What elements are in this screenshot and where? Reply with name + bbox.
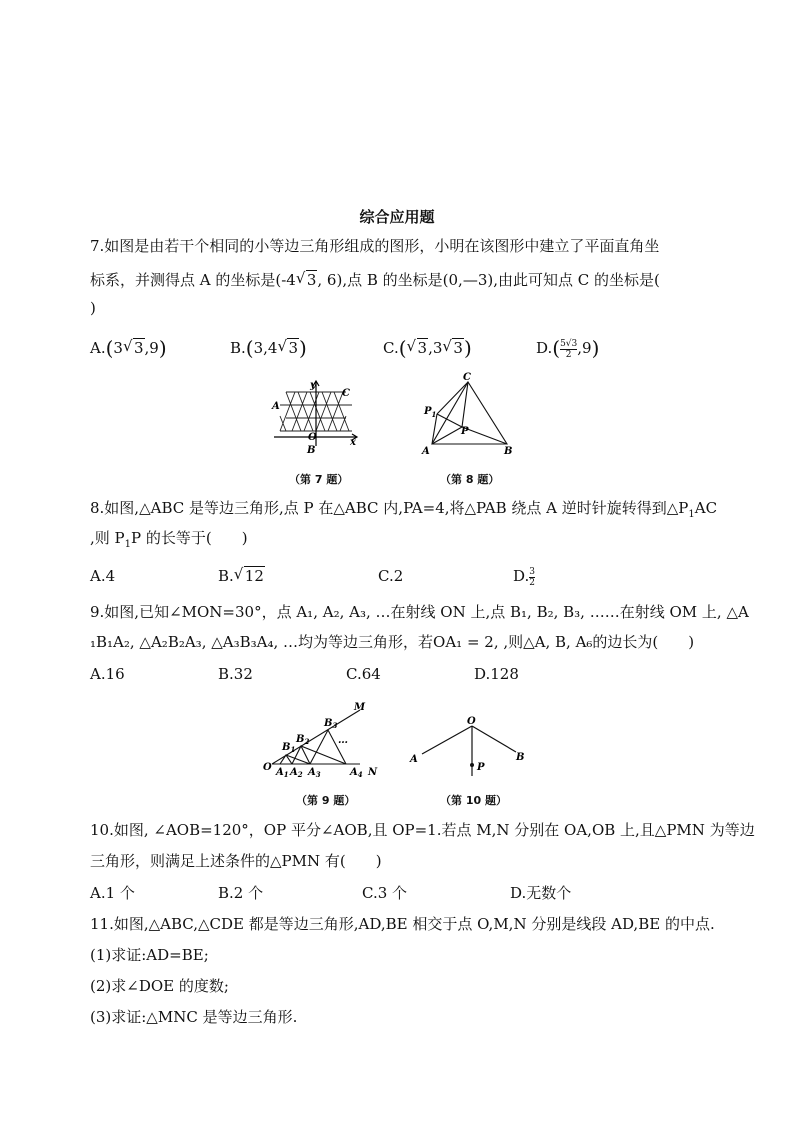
fig9-label-b1 [281, 742, 295, 754]
q10-line2: 三角形，则满足上述条件的△PMN 有( ) [90, 852, 382, 870]
q7-sqrt [296, 270, 318, 290]
q10-option-c: C.3 个 [362, 884, 408, 902]
q8-option-a: A.4 [90, 567, 116, 585]
q8-line1 [90, 498, 717, 525]
figure-9 [262, 700, 392, 785]
fig7-label-c: C [342, 388, 350, 399]
fig7-label-x: x [350, 437, 356, 448]
q8-line1-sub: 1 [688, 509, 695, 520]
q7-line2-b: , 6),点 B 的坐标是(0,—3),由此可知点 C 的坐标是( [317, 271, 660, 289]
q9-option-c: C.64 [346, 665, 381, 683]
q7-option-d-num: 5√3 [560, 338, 578, 349]
q8-option-d [513, 566, 535, 588]
fig9-label-a1-main: A [276, 767, 284, 778]
q9-line1: 9.如图,已知∠MON=30°，点 A₁, A₂, A₃, …在射线 ON 上,点 B₁, B₂, B₃, ……在射线 OM 上, △A [90, 603, 749, 621]
q11-line3: (2)求∠DOE 的度数; [90, 977, 229, 995]
fig10-point-p [470, 763, 474, 767]
fig9-ellipsis: … [338, 735, 348, 746]
fig9-label-b1-main: B [282, 742, 291, 753]
q8-line2 [90, 528, 248, 555]
q7-line2-a: 标系，并测得点 A 的坐标是(-4 [90, 271, 296, 289]
q7-line2 [90, 270, 660, 290]
fig9-label-a3 [307, 767, 321, 779]
fig8-label-c: C [463, 372, 471, 383]
q8-option-b [218, 566, 265, 586]
fig9-label-a1-sub: 1 [283, 770, 289, 779]
q7-option-c-rad1: 3 [417, 339, 428, 357]
fig9-label-n: N [368, 767, 378, 778]
q7-option-d: D.( $\frac{5√3}{2}$ ,9) [536, 336, 600, 360]
q7-line3: ) [90, 299, 96, 317]
q8-line1-a: 8.如图,△ABC 是等边三角形,点 P 在△ABC 内,PA=4,将△PAB 绕点 A 逆时针旋转得到△P [90, 499, 689, 517]
q7-caption: （第 7 题） [289, 473, 349, 486]
fig7-label-o: O [308, 432, 317, 443]
q11-line2: (1)求证:AD=BE; [90, 946, 209, 964]
q7-option-d-frac [560, 339, 577, 360]
q10-line1: 10.如图, ∠AOB=120°，OP 平分∠AOB,且 OP=1.若点 M,N 分别在 OA,OB 上,且△PMN 为等边 [90, 821, 755, 839]
q9-option-d: D.128 [474, 665, 519, 683]
q9-line2: ₁B₁A₂, △A₂B₂A₃, △A₃B₃A₄, …均为等边三角形，若OA₁ = 2, ,则△A, B, A₆的边长为( ) [90, 633, 695, 651]
q7-option-a-post: ,9 [144, 339, 159, 357]
fig9-label-a4-main: A [350, 767, 358, 778]
fig9-label-b3-main: B [324, 718, 333, 729]
fig9-label-a3-main: A [308, 767, 316, 778]
fig8-label-p: P [461, 426, 469, 437]
q7-option-c: C.(√ 3,3√ 3) [383, 338, 472, 358]
fig7-label-a: A [272, 401, 280, 412]
fig9-label-o: O [263, 762, 272, 773]
q8-option-b-label: B. [218, 567, 234, 585]
q8-option-d-label: D. [513, 567, 530, 585]
fig9-label-b2-sub: 2 [304, 737, 310, 746]
q7-option-a-coef: 3 [113, 339, 123, 357]
q7-option-d-label: D. [536, 339, 553, 357]
q7-option-d-den: 2 [565, 349, 572, 360]
q8-option-b-rad: 12 [244, 567, 264, 585]
fig8-label-a: A [422, 446, 430, 457]
fig8-label-p1-sub: 1 [431, 410, 437, 419]
q8-line2-a: ,则 P [90, 529, 125, 547]
fig8-label-p1 [423, 406, 436, 419]
q8-option-d-num: 3 [529, 566, 535, 577]
q8-line2-b: P 的长等于( ) [131, 529, 248, 547]
q8-option-d-frac [529, 567, 535, 588]
fig10-label-b: B [516, 752, 525, 763]
q7-option-c-label: C. [383, 339, 399, 357]
fig9-label-a1 [275, 767, 289, 779]
fig9-label-b3 [323, 718, 337, 730]
q7-option-a-rad: 3 [133, 339, 144, 357]
q7-option-a-label: A. [90, 339, 106, 357]
fig9-label-a3-sub: 3 [315, 770, 321, 779]
q11-line4: (3)求证:△MNC 是等边三角形. [90, 1008, 298, 1026]
q8-line2-sub: 1 [124, 539, 132, 550]
q7-option-b-rad: 3 [288, 339, 299, 357]
q7-option-a: A.(3√ 3,9) [90, 338, 167, 358]
q7-option-b-label: B. [230, 339, 246, 357]
figure-7 [270, 378, 370, 458]
section-title: 综合应用题 [359, 208, 435, 226]
fig9-label-a4-sub: 4 [357, 770, 363, 779]
figure-10 [404, 712, 534, 782]
q7-option-c-mid: ,3 [428, 339, 443, 357]
q8-line1-b: AC [694, 499, 718, 517]
q8-caption: （第 8 题） [440, 473, 500, 486]
fig7-label-y: y [310, 380, 316, 391]
q7-option-d-post: ,9 [577, 339, 592, 357]
q9-caption: （第 9 题） [296, 794, 356, 807]
q10-caption: （第 10 题） [440, 794, 507, 807]
figure-8 [420, 372, 520, 462]
fig9-label-b3-sub: 3 [332, 721, 338, 730]
fig9-label-a4 [349, 767, 363, 779]
fig8-label-p1-main: P [424, 406, 432, 417]
q11-line1: 11.如图,△ABC,△CDE 都是等边三角形,AD,BE 相交于点 O,M,N 分别是线段 AD,BE 的中点. [90, 915, 715, 933]
fig10-label-a: A [410, 754, 418, 765]
fig9-label-a2-sub: 2 [297, 770, 303, 779]
fig9-label-b2-main: B [296, 734, 305, 745]
fig10-label-o: O [467, 716, 476, 727]
fig9-label-a2-main: A [290, 767, 298, 778]
q7-option-b: B.(3,4√ 3) [230, 338, 307, 358]
fig7-label-b: B [307, 445, 316, 456]
fig9-label-b1-sub: 1 [290, 745, 296, 754]
q8-option-c: C.2 [378, 567, 404, 585]
fig10-label-p: P [477, 762, 485, 773]
q7-line1: 7.如图是由若干个相同的小等边三角形组成的图形，小明在该图形中建立了平面直角坐 [90, 237, 660, 255]
q10-option-b: B.2 个 [218, 884, 264, 902]
q7-option-b-coef: 3,4 [253, 339, 278, 357]
q7-option-c-rad2: 3 [453, 339, 463, 357]
q10-option-d: D.无数个 [510, 884, 572, 902]
fig8-label-b: B [504, 446, 513, 457]
fig9-label-m: M [354, 702, 366, 713]
fig9-label-a2 [289, 767, 303, 779]
q9-option-a: A.16 [90, 665, 125, 683]
q9-option-b: B.32 [218, 665, 253, 683]
q10-option-a: A.1 个 [90, 884, 135, 902]
q8-option-d-den: 2 [529, 577, 535, 588]
q7-sqrt-radicand: 3 [306, 271, 317, 289]
fig9-label-b2 [295, 734, 309, 746]
